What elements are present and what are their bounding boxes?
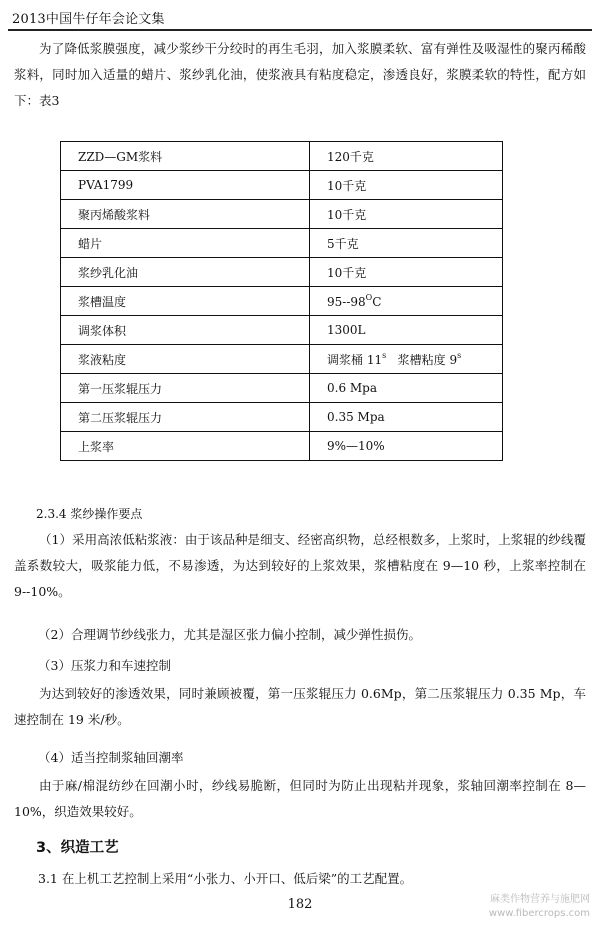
table-row [61,287,503,316]
table-cell-name: PVA1799 [61,171,310,200]
table-cell-value: $95--98^OC$ [310,287,503,316]
table-row [61,345,503,374]
section-3-1-paragraph: 3.1 在上机工艺控制上采用“小张力、小开口、低后梁”的工艺配置。 [38,871,413,886]
watermark [489,893,590,921]
subsection-heading: 2.3.4 浆纱操作要点 [36,507,143,521]
watermark-line-1: 麻类作物营养与施肥网 [490,894,590,905]
table-cell-value: 9%—10% [310,432,503,461]
table-cell-value: 0.35 Mpa [310,403,503,432]
watermark-line-2: www.fibercrops.com [488,908,590,919]
item-1-paragraph: （1）采用高浓低粘浆液：由于该品种是细支、经密高织物，总经根数多，上浆时，上浆辊的纱线覆盖系数较大，吸浆能力低，不易渗透，为达到较好的上浆效果，浆槽粘度在 9—10 秒，上浆率控制在 9--10%。 [14,532,586,599]
table-cell-name: 蜡片 [61,229,310,258]
header-rule [8,29,592,31]
table-cell-name: 上浆率 [61,432,310,461]
table-row [61,171,503,200]
table-cell-name: 浆槽温度 [61,287,310,316]
section-3-heading: 3、织造工艺 [36,840,119,856]
table-cell-name: 浆液粘度 [61,345,310,374]
table-row [61,142,503,171]
table-cell-name: ZZD—GM浆料 [61,142,310,171]
table-row [61,200,503,229]
item-4-heading: （4）适当控制浆轴回潮率 [38,750,184,765]
item-3-heading: （3）压浆力和车速控制 [38,658,171,673]
sizing-recipe-table [60,141,503,461]
item-4-paragraph: 由于麻/棉混纺纱在回潮小时，纱线易脆断，但同时为防止出现粘并现象，浆轴回潮率控制在 8—10%，织造效果较好。 [14,778,586,819]
table-cell-value: 120千克 [310,142,503,171]
table-row [61,403,503,432]
item-3-paragraph: 为达到较好的渗透效果，同时兼顾被覆，第一压浆辊压力 0.6Mp，第二压浆辊压力 0.35 Mp，车速控制在 19 米/秒。 [14,686,586,727]
table-row [61,316,503,345]
table-row [61,229,503,258]
table-cell-value: 10千克 [310,171,503,200]
table-row [61,258,503,287]
table-cell-name: 聚丙烯酸浆料 [61,200,310,229]
table-row [61,432,503,461]
running-header: 2013中国牛仔年会论文集 [12,12,165,27]
table-cell-value: 10千克 [310,200,503,229]
item-2-paragraph: （2）合理调节纱线张力，尤其是湿区张力偏小控制，减少弹性损伤。 [38,627,421,642]
table-row [61,374,503,403]
page-number: 182 [287,897,313,912]
table-cell-value: 0.6 Mpa [310,374,503,403]
table-cell-name: 第一压浆辊压力 [61,374,310,403]
table-cell-value: 调浆桶 11$^s$ 浆槽粘度 9$^s$ [310,345,503,374]
table-cell-name: 调浆体积 [61,316,310,345]
table-cell-name: 第二压浆辊压力 [61,403,310,432]
table-cell-value: 10千克 [310,258,503,287]
table-cell-name: 浆纱乳化油 [61,258,310,287]
table-cell-value: 1300L [310,316,503,345]
table-cell-value: 5千克 [310,229,503,258]
intro-paragraph: 为了降低浆膜强度，减少浆纱干分绞时的再生毛羽，加入浆膜柔软、富有弹性及吸湿性的聚丙稀酸浆料，同时加入适量的蜡片、浆纱乳化油，使浆液具有粘度稳定，渗透良好，浆膜柔软的特性，配方如下：表3 [14,41,586,108]
